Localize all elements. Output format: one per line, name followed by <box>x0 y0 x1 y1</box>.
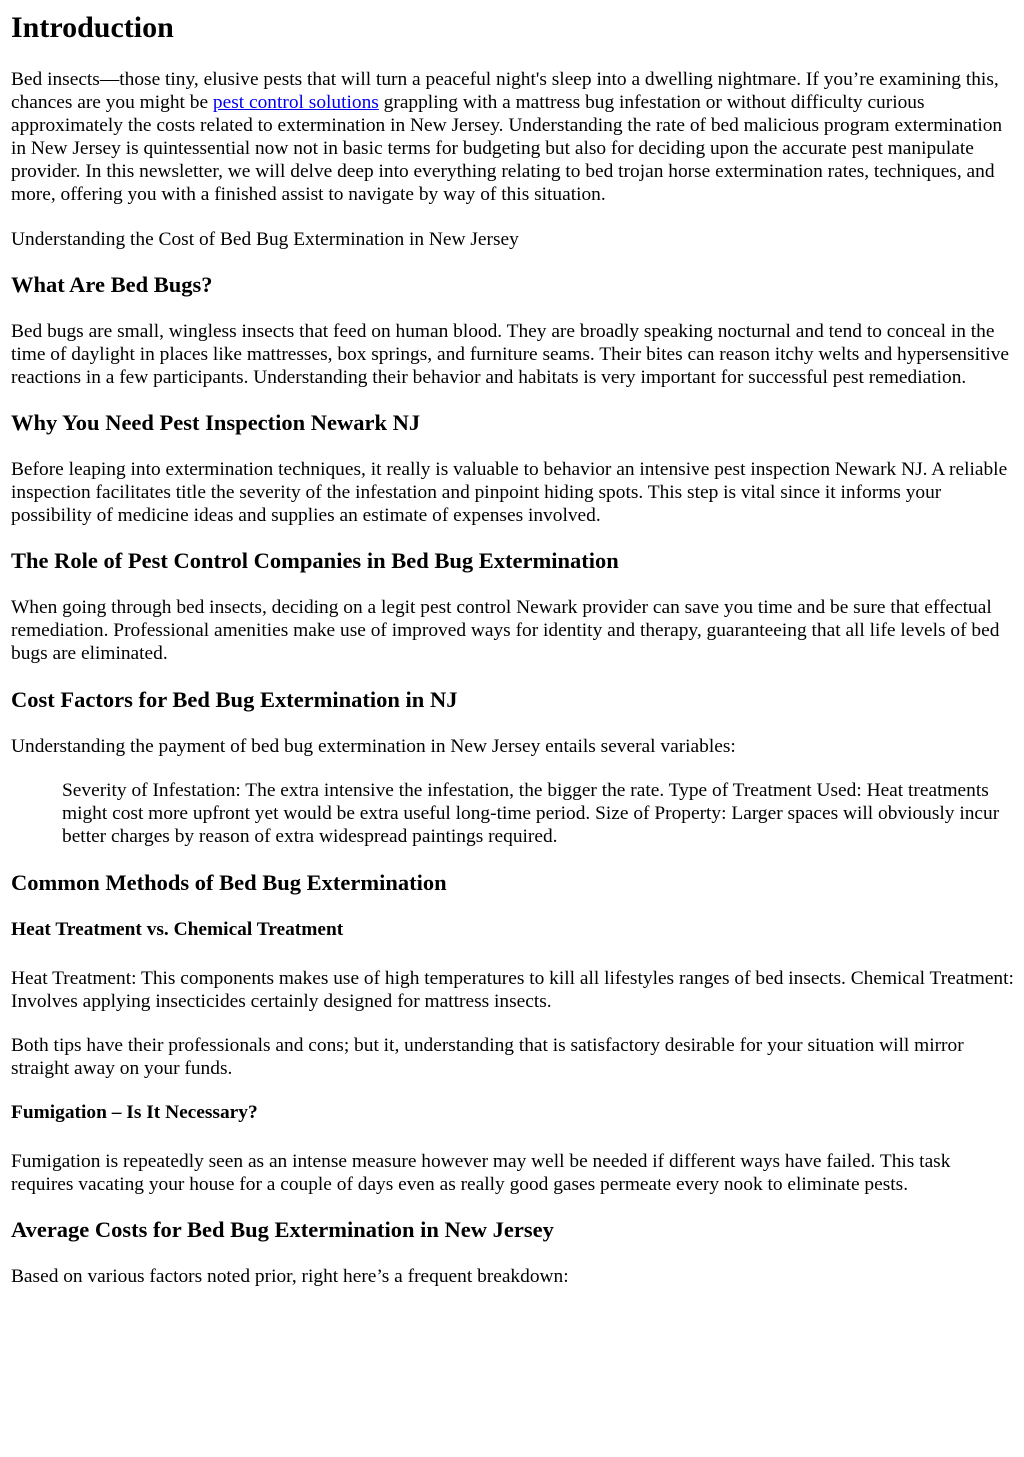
page-title: Introduction <box>11 11 174 44</box>
heading-common-methods: Common Methods of Bed Bug Extermination <box>11 869 447 895</box>
paragraph-role-of-companies: When going through bed insects, deciding on a legit pest control Newark provider can save you time and be sure that effectual remediation. Professional amenities make use of improved ways for identity and therapy, guaranteeing that all life levels of bed bugs are eliminated. <box>11 597 1000 665</box>
paragraph-pros-cons: Both tips have their professionals and cons; but it, understanding that is satisfactory desirable for your situation will mirror straight away on your funds. <box>11 1035 964 1080</box>
paragraph-heat-vs-chemical: Heat Treatment: This components makes use of high temperatures to kill all lifestyles ranges of bed insects. Chemical Treatment: Involves applying insecticides certainly designed for mattress insects. <box>11 967 1014 1012</box>
subheading-heat-vs-chemical: Heat Treatment vs. Chemical Treatment <box>11 918 344 940</box>
paragraph-cost-factors: Understanding the payment of bed bug extermination in New Jersey entails several variables: <box>11 735 736 757</box>
heading-cost-factors: Cost Factors for Bed Bug Extermination in NJ <box>11 686 458 712</box>
paragraph-fumigation: Fumigation is repeatedly seen as an intense measure however may well be needed if different ways have failed. This task requires vacating your house for a couple of days even as really good gases permeate every nook to eliminate pests. <box>11 1151 951 1196</box>
intro-subtitle: Understanding the Cost of Bed Bug Extermination in New Jersey <box>11 228 519 250</box>
heading-what-are-bed-bugs: What Are Bed Bugs? <box>11 271 213 297</box>
intro-text-after: grappling with a mattress bug infestation or without difficulty curious approximately the costs related to extermination in New Jersey. Understanding the rate of bed malicious program extermination in New Jersey is quintessential now not in basic terms for budgeting but also for deciding upon the accurate pest manipulate provider. In this newsletter, we will delve deep into everything relating to bed trojan horse extermination rates, techniques, and more, offering you with a finished assist to navigate by way of this situation. <box>11 92 1003 206</box>
heading-average-costs: Average Costs for Bed Bug Extermination in New Jersey <box>11 1217 554 1243</box>
paragraph-what-are-bed-bugs: Bed bugs are small, wingless insects that feed on human blood. They are broadly speaking nocturnal and tend to conceal in the time of daylight in places like mattresses, box springs, and furniture seams. Their bites can reason itchy welts and hypersensitive reactions in a few participants. Understanding their behavior and habitats is very important for successful pest remediation. <box>11 320 1010 388</box>
heading-role-of-companies: The Role of Pest Control Companies in Bed Bug Extermination <box>11 548 619 574</box>
heading-pest-inspection: Why You Need Pest Inspection Newark NJ <box>11 409 421 435</box>
subheading-fumigation: Fumigation – Is It Necessary? <box>11 1102 258 1124</box>
article <box>0 11 1024 1457</box>
intro-text-before: Bed insects—those tiny, elusive pests that will turn a peaceful night's sleep into a dwelling nightmare. If you’re examining this, chances are you might be <box>11 69 999 114</box>
paragraph-pest-inspection: Before leaping into extermination techniques, it really is valuable to behavior an intensive pest inspection Newark NJ. A reliable inspection facilitates title the severity of the infestation and pinpoint hiding spots. This step is vital since it informs your possibility of medicine ideas and supplies an estimate of expenses involved. <box>11 458 1008 527</box>
intro-paragraph <box>11 68 1016 207</box>
pest-control-solutions-link[interactable]: pest control solutions <box>212 92 379 114</box>
cost-factors-quote: Severity of Infestation: The extra intensive the infestation, the bigger the rate. Type of Treatment Used: Heat treatments might cost more upfront yet would be extra useful long-time period. Size of Property: Larger spaces will obviously incur better charges by reason of extra widespread paintings required. <box>62 779 1000 847</box>
paragraph-average-costs: Based on various factors noted prior, right here’s a frequent breakdown: <box>11 1266 569 1288</box>
